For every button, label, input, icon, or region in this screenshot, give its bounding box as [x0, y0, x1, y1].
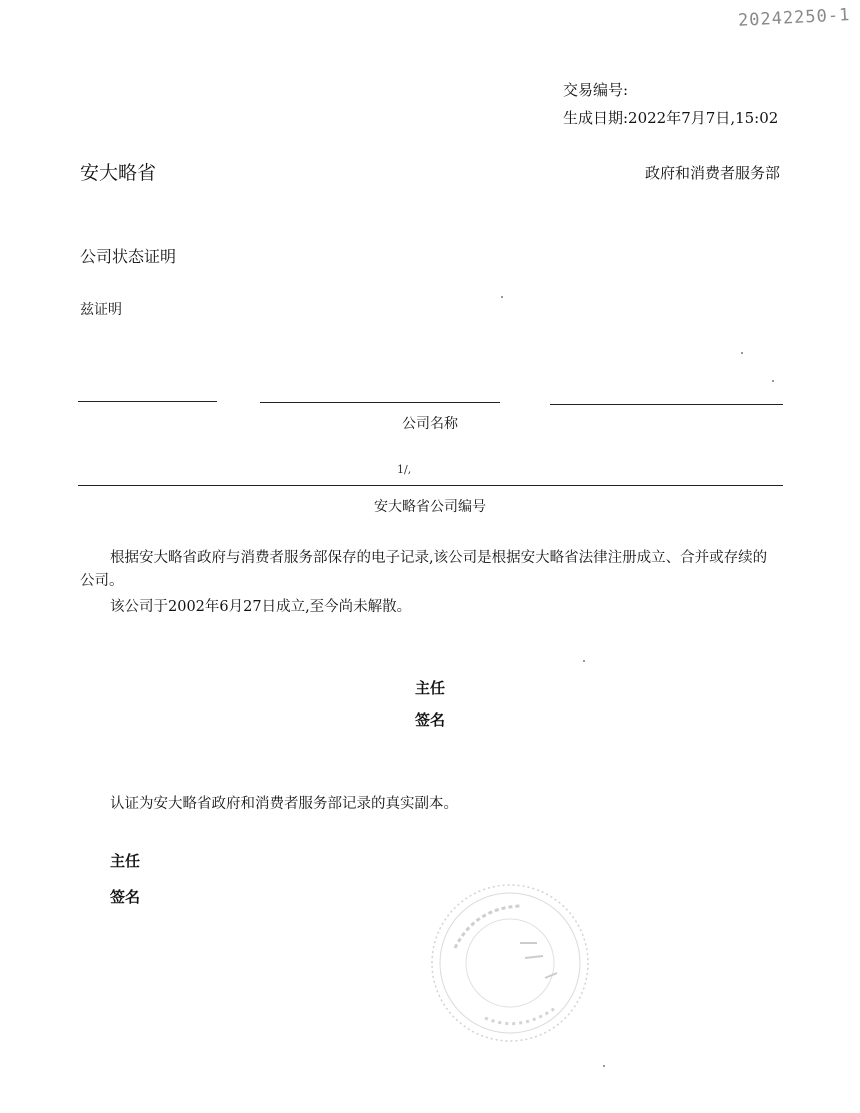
- true-copy-statement: 认证为安大略省政府和消费者服务部记录的真实副本。: [110, 796, 458, 812]
- handwritten-reference-number: 20242250-1: [737, 5, 851, 31]
- hereby-certify-text: 兹证明: [80, 302, 122, 318]
- certificate-title: 公司状态证明: [80, 247, 177, 266]
- generated-date: 生成日期:2022年7月7日,15:02: [563, 109, 779, 127]
- embossed-seal-icon: [425, 878, 595, 1048]
- scan-speck: [603, 1065, 605, 1067]
- registration-paragraph: 根据安大略省政府与消费者服务部保存的电子记录,该公司是根据安大略省法律注册成立、合并或存续的公司。: [80, 550, 768, 589]
- scan-speck: [501, 296, 503, 298]
- company-name-label: 公司名称: [402, 416, 458, 432]
- director-title: 主任: [414, 679, 445, 697]
- scan-speck: [583, 660, 585, 662]
- director-signature-label: 签名: [414, 711, 445, 729]
- department-name: 政府和消费者服务部: [644, 164, 780, 182]
- incorporation-paragraph: 该公司于2002年6月27日成立,至今尚未解散。: [110, 599, 412, 615]
- company-number-line: [78, 485, 783, 486]
- company-name-line-3: [550, 404, 783, 405]
- company-number-label: 安大略省公司编号: [374, 499, 486, 515]
- scan-speck: [772, 380, 774, 382]
- certifying-signature-label: 签名: [110, 888, 141, 906]
- scan-speck: [741, 352, 743, 354]
- company-name-line-2: [260, 402, 500, 403]
- company-name-line-1: [78, 401, 217, 402]
- certifying-director-title: 主任: [110, 852, 141, 870]
- province-name: 安大略省: [80, 162, 157, 184]
- transaction-number-label: 交易编号:: [563, 81, 629, 99]
- company-number-fragment: 1/,: [397, 463, 412, 476]
